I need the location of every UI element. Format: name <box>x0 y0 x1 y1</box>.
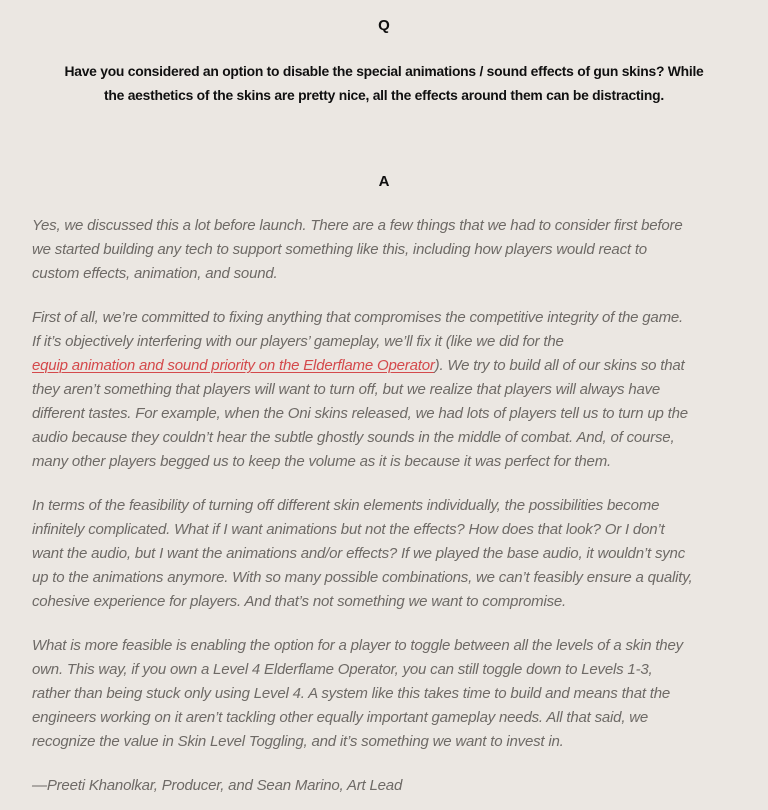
paragraph-line: Yes, we discussed this a lot before launch. There are a few things that we had to consider first before <box>32 217 683 234</box>
question-label: Q <box>378 17 390 34</box>
paragraph-line: up to the animations anymore. With so many possible combinations, we can’t feasibly ensure a quality, <box>32 569 693 586</box>
paragraph-line: What is more feasible is enabling the option for a player to toggle between all the levels of a skin they <box>32 637 683 654</box>
answer-label: A <box>378 173 390 190</box>
paragraph-line: different tastes. For example, when the Oni skins released, we had lots of players tell us to turn up the <box>32 405 688 422</box>
elderflame-operator-link[interactable]: equip animation and sound priority on the Elderflame Operator <box>32 357 435 374</box>
answer-paragraph-3 <box>32 494 752 614</box>
question-line: Have you considered an option to disable the special animations / sound effects of gun skins? While <box>64 63 704 79</box>
question-text <box>0 59 768 107</box>
paragraph-line: many other players begged us to keep the volume as it is because it was perfect for them. <box>32 453 611 470</box>
paragraph-text: ). We try to build all of our skins so that <box>434 357 685 374</box>
paragraph-line: we started building any tech to support something like this, including how players would react to <box>32 241 647 258</box>
paragraph-line: recognize the value in Skin Level Toggling, and it’s something we want to invest in. <box>32 733 564 750</box>
paragraph-line: own. This way, if you own a Level 4 Elderflame Operator, you can still toggle down to Levels 1-3, <box>32 661 653 678</box>
signature-text: —Preeti Khanolkar, Producer, and Sean Marino, Art Lead <box>32 777 403 794</box>
paragraph-line: audio because they couldn’t hear the subtle ghostly sounds in the middle of combat. And, of course, <box>32 429 675 446</box>
answer-paragraph-2 <box>32 306 752 474</box>
answer-paragraph-1 <box>32 214 752 286</box>
paragraph-line: engineers working on it aren’t tackling other equally important gameplay needs. All that said, we <box>32 709 649 726</box>
paragraph-line: cohesive experience for players. And that’s not something we want to compromise. <box>32 593 567 610</box>
paragraph-line: rather than being stuck only using Level 4. A system like this takes time to build and means that the <box>32 685 671 702</box>
paragraph-line: First of all, we’re committed to fixing anything that compromises the competitive integrity of the game. <box>32 309 684 326</box>
paragraph-line: want the audio, but I want the animations and/or effects? If we played the base audio, it wouldn’t sync <box>32 545 686 562</box>
paragraph-line: If it’s objectively interfering with our players’ gameplay, we’ll fix it (like we did for the <box>32 333 564 350</box>
answer-signature <box>32 774 752 798</box>
paragraph-line: custom effects, animation, and sound. <box>32 265 278 282</box>
paragraph-line: In terms of the feasibility of turning off different skin elements individually, the possibilities become <box>32 497 660 514</box>
question-line: the aesthetics of the skins are pretty nice, all the effects around them can be distracting. <box>104 87 664 103</box>
paragraph-line-with-link <box>32 354 752 378</box>
answer-paragraph-4 <box>32 634 752 754</box>
paragraph-line: they aren’t something that players will want to turn off, but we realize that players will always have <box>32 381 661 398</box>
paragraph-line: infinitely complicated. What if I want animations but not the effects? How does that look? Or I don’t <box>32 521 665 538</box>
